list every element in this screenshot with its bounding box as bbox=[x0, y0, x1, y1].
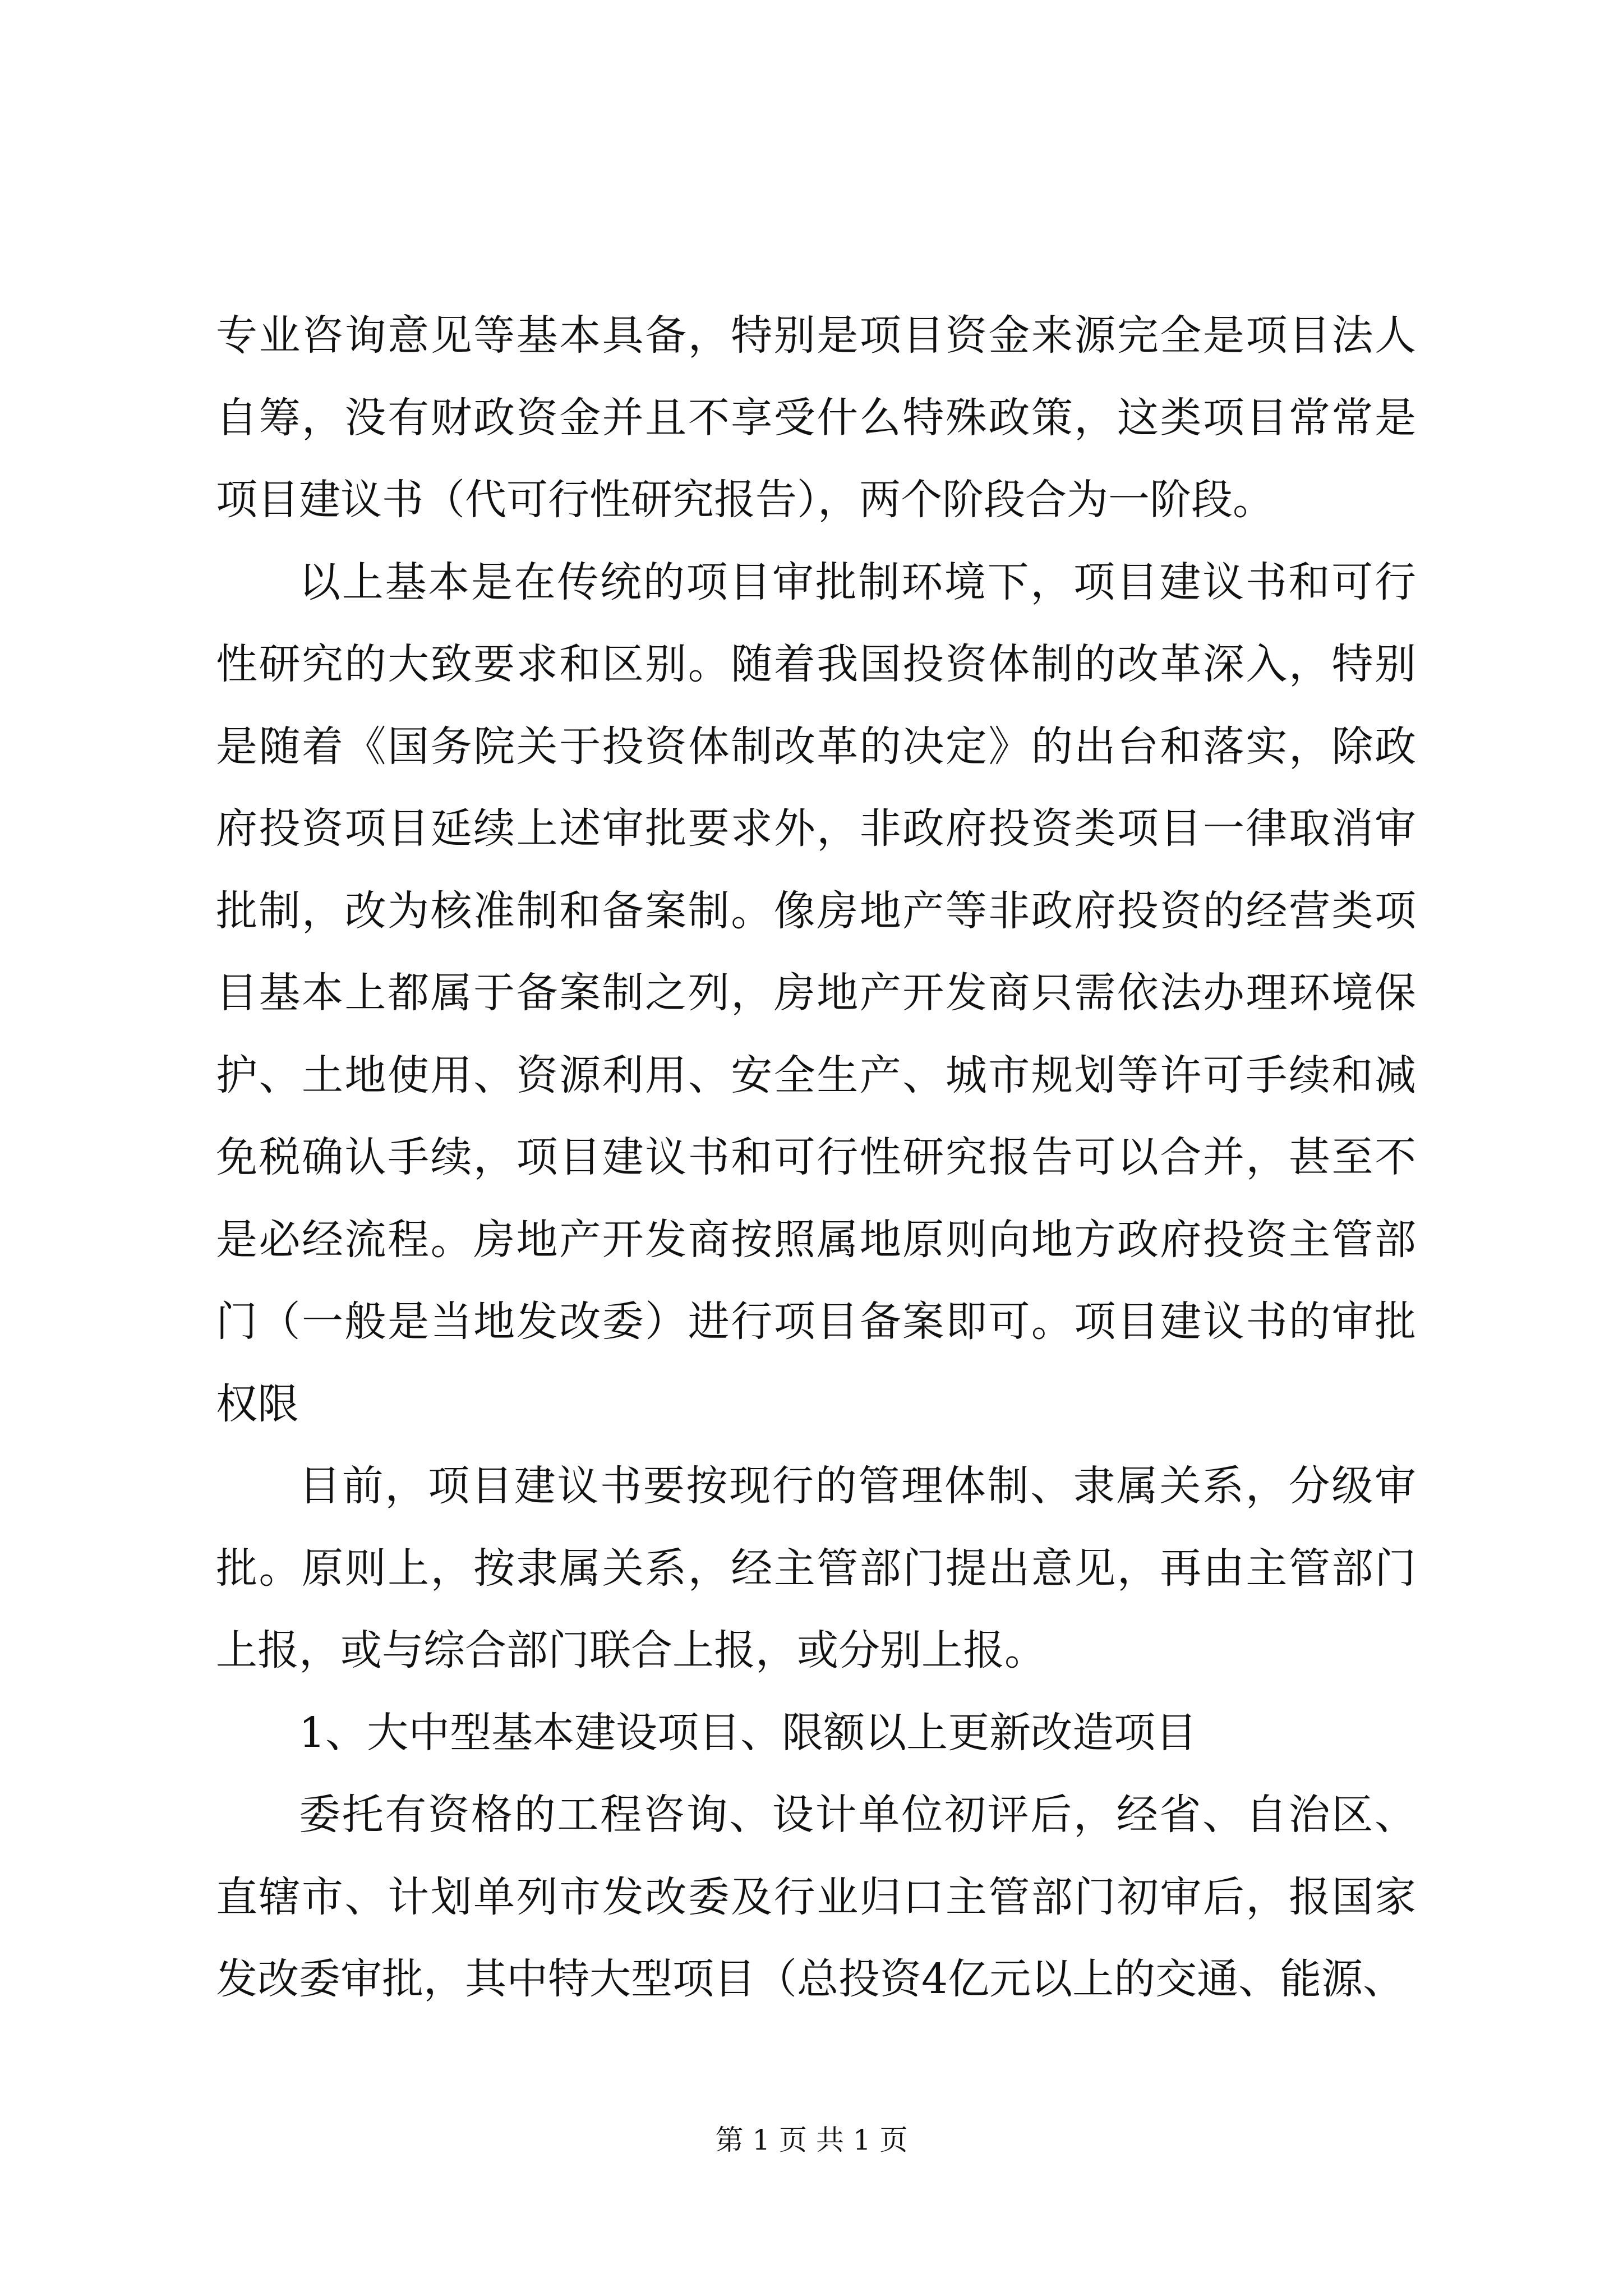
document-body bbox=[216, 295, 1416, 2021]
paragraph-1: 专业咨询意见等基本具备，特别是项目资金来源完全是项目法人自筹，没有财政资金并且不享受什么特殊政策，这类项目常常是项目建议书（代可行性研究报告），两个阶段合为一阶段。 bbox=[216, 311, 1416, 524]
paragraph-5: 委托有资格的工程咨询、设计单位初评后，经省、自治区、直辖市、计划单列市发改委及行业归口主管部门初审后，报国家发改委审批，其中特大型项目（总投资4亿元以上的交通、能源、 bbox=[216, 1791, 1416, 2003]
paragraph-4: 1、大中型基本建设项目、限额以上更新改造项目 bbox=[299, 1708, 1197, 1757]
page-footer: 第 1 页 共 1 页 bbox=[715, 2124, 908, 2156]
paragraph-2: 以上基本是在传统的项目审批制环境下，项目建议书和可行性研究的大致要求和区别。随着我国投资体制的改革深入，特别是随着《国务院关于投资体制改革的决定》的出台和落实，除政府投资项目延续上述审批要求外，非政府投资类项目一律取消审批制，改为核准制和备案制。像房地产等非政府投资的经营类项目基本上都属于备案制之列，房地产开发商只需依法办理环境保护、土地使用、资源利用、安全生产、城市规划等许可手续和减免税确认手续，项目建议书和可行性研究报告可以合并，甚至不是必经流程。房地产开发商按照属地原则向地方政府投资主管部门（一般是当地发改委）进行项目备案即可。项目建议书的审批权限 bbox=[216, 558, 1416, 1428]
paragraph-3: 目前，项目建议书要按现行的管理体制、隶属关系，分级审批。原则上，按隶属关系，经主管部门提出意见，再由主管部门上报，或与综合部门联合上报，或分别上报。 bbox=[216, 1462, 1416, 1674]
